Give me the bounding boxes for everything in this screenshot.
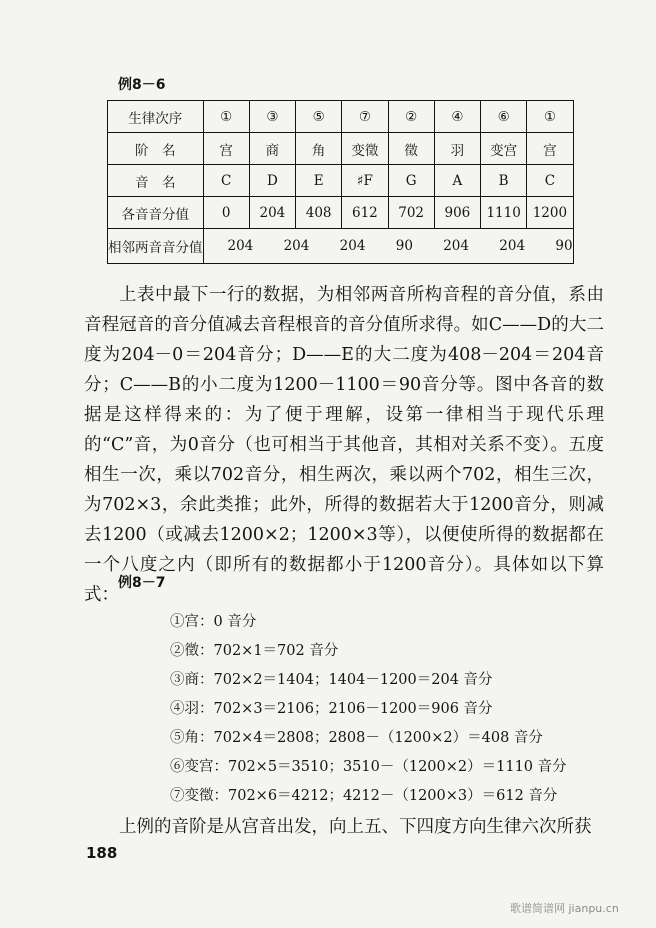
calculation-line: ⑦变徵：702×6＝4212；4212－（1200×3）＝612 音分 (170, 788, 558, 804)
table-cell: C (527, 165, 573, 197)
interval-values-cell (203, 229, 573, 264)
table-cell: 1200 (527, 197, 573, 229)
calculation-line: ⑥变宫：702×5＝3510；3510－（1200×2）＝1110 音分 (170, 759, 567, 775)
example-label-8-7: 例8－7 (118, 575, 166, 591)
table-cell: ⑤ (296, 101, 342, 133)
row-header: 阶 名 (108, 133, 204, 165)
table-cell: ② (388, 101, 434, 133)
table-row-note-names (108, 165, 574, 197)
table-cell: ⑥ (481, 101, 527, 133)
table-cell: 612 (342, 197, 388, 229)
row-header: 生律次序 (108, 101, 204, 133)
table-cell: 变宫 (481, 133, 527, 165)
table-row-cents (108, 197, 574, 229)
calculation-list (170, 608, 567, 811)
table-cell: E (296, 165, 342, 197)
row-header: 音 名 (108, 165, 204, 197)
body-paragraph (84, 280, 604, 610)
example-label-8-6: 例8－6 (118, 77, 166, 93)
table-cell: 1110 (481, 197, 527, 229)
table-cell: B (481, 165, 527, 197)
interval-value: 90 (555, 238, 573, 254)
table-cell: G (388, 165, 434, 197)
closing-paragraph: 上例的音阶是从宫音出发，向上五、下四度方向生律六次所获 (119, 817, 592, 837)
table-cell: 商 (249, 133, 295, 165)
table-cell: 204 (249, 197, 295, 229)
table-row-order (108, 101, 574, 133)
table-cell: C (203, 165, 249, 197)
table-cell: 宫 (527, 133, 573, 165)
table-cell: 宫 (203, 133, 249, 165)
table-cell: ① (527, 101, 573, 133)
interval-value: 204 (339, 238, 366, 254)
table-cell: D (249, 165, 295, 197)
table-cell: 徵 (388, 133, 434, 165)
table-cell: ♯F (342, 165, 388, 197)
table-cell: ⑦ (342, 101, 388, 133)
interval-value: 204 (499, 238, 526, 254)
row-header: 相邻两音音分值 (108, 229, 204, 264)
table-row-intervals (108, 229, 574, 264)
calculation-line: ④羽：702×3＝2106；2106－1200＝906 音分 (170, 701, 493, 717)
calculation-line: ②徵：702×1＝702 音分 (170, 643, 339, 659)
table-row-step-names (108, 133, 574, 165)
table-cell: 408 (296, 197, 342, 229)
table-cell: 变徵 (342, 133, 388, 165)
page-number: 188 (86, 844, 118, 862)
table-cell: 906 (434, 197, 480, 229)
table-cell: 角 (296, 133, 342, 165)
interval-value: 90 (395, 238, 413, 254)
calculation-line: ③商：702×2＝1404；1404－1200＝204 音分 (170, 672, 493, 688)
table-cell: A (434, 165, 480, 197)
table-cell: 羽 (434, 133, 480, 165)
row-header: 各音音分值 (108, 197, 204, 229)
table-cell: ④ (434, 101, 480, 133)
watermark: 歌谱简谱网 jianpu.cn (510, 902, 619, 915)
spiral-of-fifths-table (107, 100, 574, 264)
interval-value: 204 (227, 238, 254, 254)
calculation-line: ①宫：0 音分 (170, 614, 257, 630)
table-cell: 702 (388, 197, 434, 229)
table-cell: ③ (249, 101, 295, 133)
body-paragraph-text: 上表中最下一行的数据，为相邻两音所构音程的音分值，系由音程冠音的音分值减去音程根音的音分值所求得。如C——D的大二度为204－0＝204音分；D——E的大二度为408－204＝204音分；C——B的小二度为1200－1100＝90音分等。图中各音的数据是这样得来的：为了便于理解，设第一律相当于现代乐理的“C”音，为0音分（也可相当于其他音，其相对关系不变）。五度相生一次，乘以702音分，相生两次，乘以两个702，相生三次，为702×3，余此类推；此外，所得的数据若大于1200音分，则减去1200（或减去1200×2；1200×3等），以便使所得的数据都在一个八度之内（即所有的数据都小于1200音分）。具体如以下算式： (84, 285, 604, 605)
table-cell: ① (203, 101, 249, 133)
calculation-line: ⑤角：702×4＝2808；2808－（1200×2）＝408 音分 (170, 730, 543, 746)
interval-value: 204 (283, 238, 310, 254)
table-cell: 0 (203, 197, 249, 229)
interval-value: 204 (443, 238, 469, 254)
